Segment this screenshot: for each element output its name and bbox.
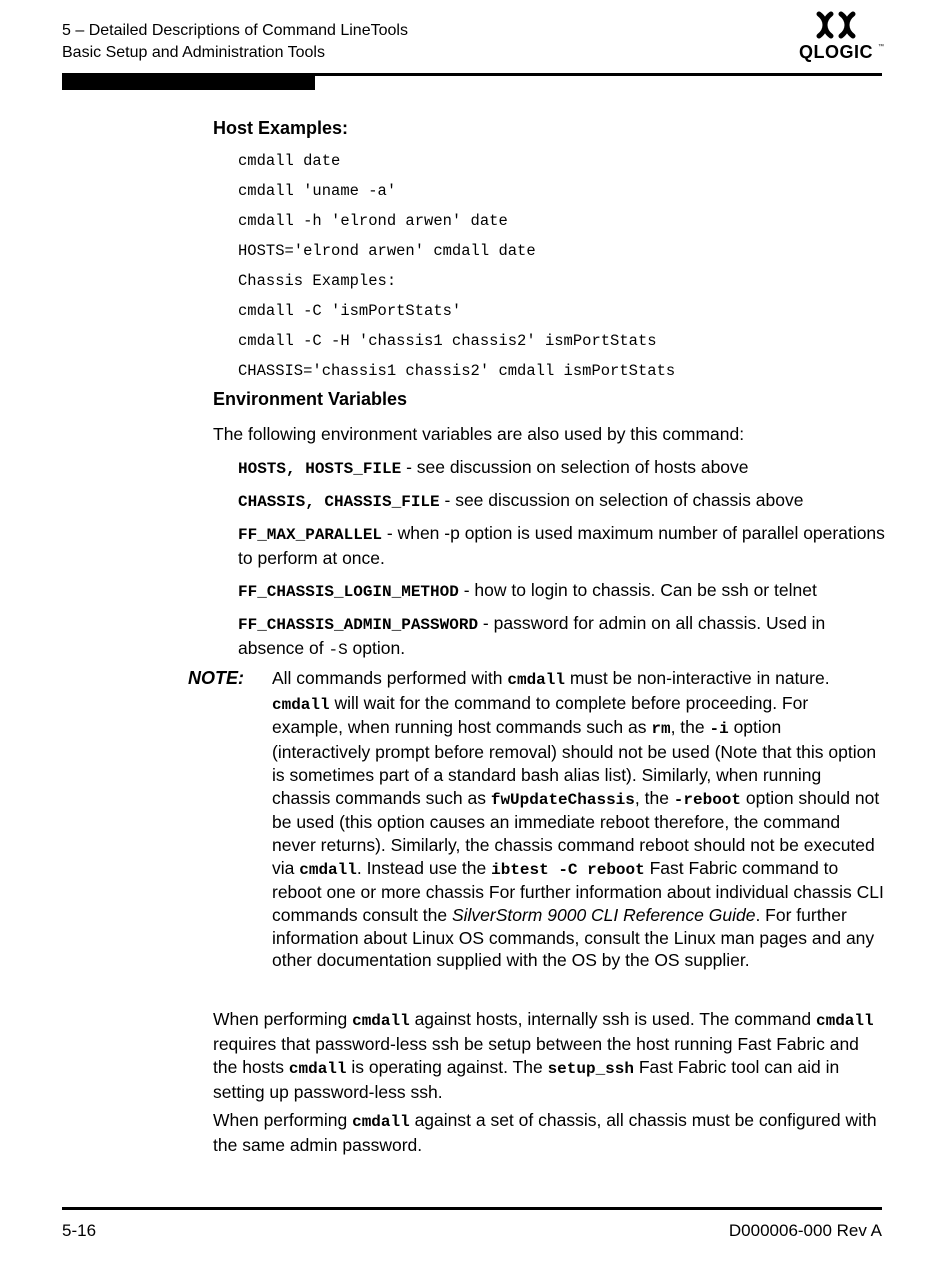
note-text: . For further information about Linux OS commands, consult the Linux man pages and any other documentation supplied with the OS by the OS supplier. (272, 905, 875, 971)
env-var-item (238, 612, 888, 661)
note-doc-title: SilverStorm 9000 CLI Reference Guide (451, 905, 756, 926)
note-code: cmdall (272, 695, 330, 714)
env-var-item (238, 456, 888, 481)
para-code: cmdall (288, 1060, 347, 1078)
note-label: NOTE: (188, 668, 244, 688)
note-code: cmdall (299, 860, 357, 879)
note-text: will wait for the command to complete before proceeding. For example, when running host commands such as (272, 692, 809, 738)
env-var-desc-tail: option. (347, 637, 406, 658)
para-text: Fast Fabric tool can aid in setting up password-less ssh. (213, 1057, 840, 1102)
qlogic-mark-icon (813, 10, 859, 40)
env-var-desc: - how to login to chassis. Can be ssh or telnet (458, 580, 817, 600)
env-vars-heading: Environment Variables (213, 389, 408, 409)
note-code: -i (709, 720, 729, 739)
note-text: must be non-interactive in nature. (564, 668, 830, 688)
example-line: cmdall -h 'elrond arwen' date (238, 212, 508, 230)
page-number: 5-16 (62, 1221, 97, 1240)
env-var-name: FF_CHASSIS_ADMIN_PASSWORD (238, 616, 479, 634)
ssh-paragraph (213, 1008, 888, 1104)
example-line: cmdall 'uname -a' (238, 182, 397, 200)
note-text: , the (670, 717, 710, 738)
footer-rule (62, 1207, 882, 1210)
para-text: When performing (213, 1009, 353, 1029)
header-tab-bar (62, 76, 315, 90)
note-code: rm (651, 720, 671, 739)
note-code: fwUpdateChassis (490, 790, 635, 809)
example-line: cmdall date (238, 152, 341, 170)
para-code: cmdall (352, 1012, 410, 1030)
env-var-name: HOSTS, HOSTS_FILE (238, 460, 402, 478)
example-line: CHASSIS='chassis1 chassis2' cmdall ismPortStats (238, 362, 676, 380)
para-code: cmdall (815, 1012, 874, 1030)
header-section-title: Basic Setup and Administration Tools (62, 44, 325, 61)
note-text: , the (634, 787, 674, 808)
env-var-name: CHASSIS, CHASSIS_FILE (238, 493, 440, 511)
para-text: When performing (213, 1110, 353, 1130)
qlogic-logo (790, 10, 882, 62)
trademark-symbol: ™ (878, 44, 884, 50)
env-var-name: FF_MAX_PARALLEL (238, 526, 383, 544)
para-text: against hosts, internally ssh is used. The command (409, 1009, 816, 1029)
env-var-item (238, 522, 888, 569)
env-var-name: FF_CHASSIS_LOGIN_METHOD (238, 583, 459, 601)
para-text: is operating against. The (346, 1057, 548, 1077)
env-var-desc: - see discussion on selection of chassis above (439, 490, 804, 510)
note-body (272, 667, 884, 972)
chassis-password-paragraph (213, 1109, 888, 1157)
host-examples-heading: Host Examples: (213, 118, 349, 138)
example-line: cmdall -C -H 'chassis1 chassis2' ismPortStats (238, 332, 657, 350)
para-text: against a set of chassis, all chassis must be configured with the same admin password. (213, 1110, 877, 1155)
note-code: -reboot (673, 790, 742, 809)
env-var-code: -S (328, 640, 348, 659)
note-text: option (interactively prompt before removal) should not be used (Note that this option is sometimes part of a standard bash alias list). Similarly, when running chassis commands such as (272, 717, 877, 808)
note-code: cmdall (507, 671, 565, 689)
para-code: cmdall (352, 1113, 410, 1131)
header-chapter-title: 5 – Detailed Descriptions of Command LineTools (62, 22, 408, 39)
para-text: requires that password-less ssh be setup between the host running Fast Fabric and the hosts (213, 1034, 859, 1077)
note-code: ibtest -C reboot (491, 860, 645, 879)
note-text: option should not be used (this option causes an immediate reboot therefore, the command never returns). Similarly, the chassis command reboot should not be executed via (272, 787, 880, 878)
env-var-desc: - when -p option is used maximum number of parallel operations to perform at once. (238, 523, 885, 568)
env-var-item (238, 489, 888, 514)
env-var-desc: - see discussion on selection of hosts above (401, 457, 749, 477)
qlogic-wordmark: QLOGIC (799, 42, 873, 62)
env-var-item (238, 579, 888, 604)
example-line: HOSTS='elrond arwen' cmdall date (238, 242, 536, 260)
para-code: setup_ssh (547, 1060, 634, 1078)
example-line: cmdall -C 'ismPortStats' (238, 302, 462, 320)
example-line: Chassis Examples: (238, 272, 397, 290)
document-id: D000006-000 Rev A (728, 1221, 882, 1240)
env-vars-intro: The following environment variables are also used by this command: (213, 424, 745, 444)
env-var-desc: - password for admin on all chassis. Used in absence of (238, 613, 826, 658)
note-text: Fast Fabric command to reboot one or more chassis For further information about individual chassis CLI commands consult the (272, 857, 884, 926)
note-text: All commands performed with (272, 668, 508, 688)
note-text: . Instead use the (356, 857, 492, 878)
